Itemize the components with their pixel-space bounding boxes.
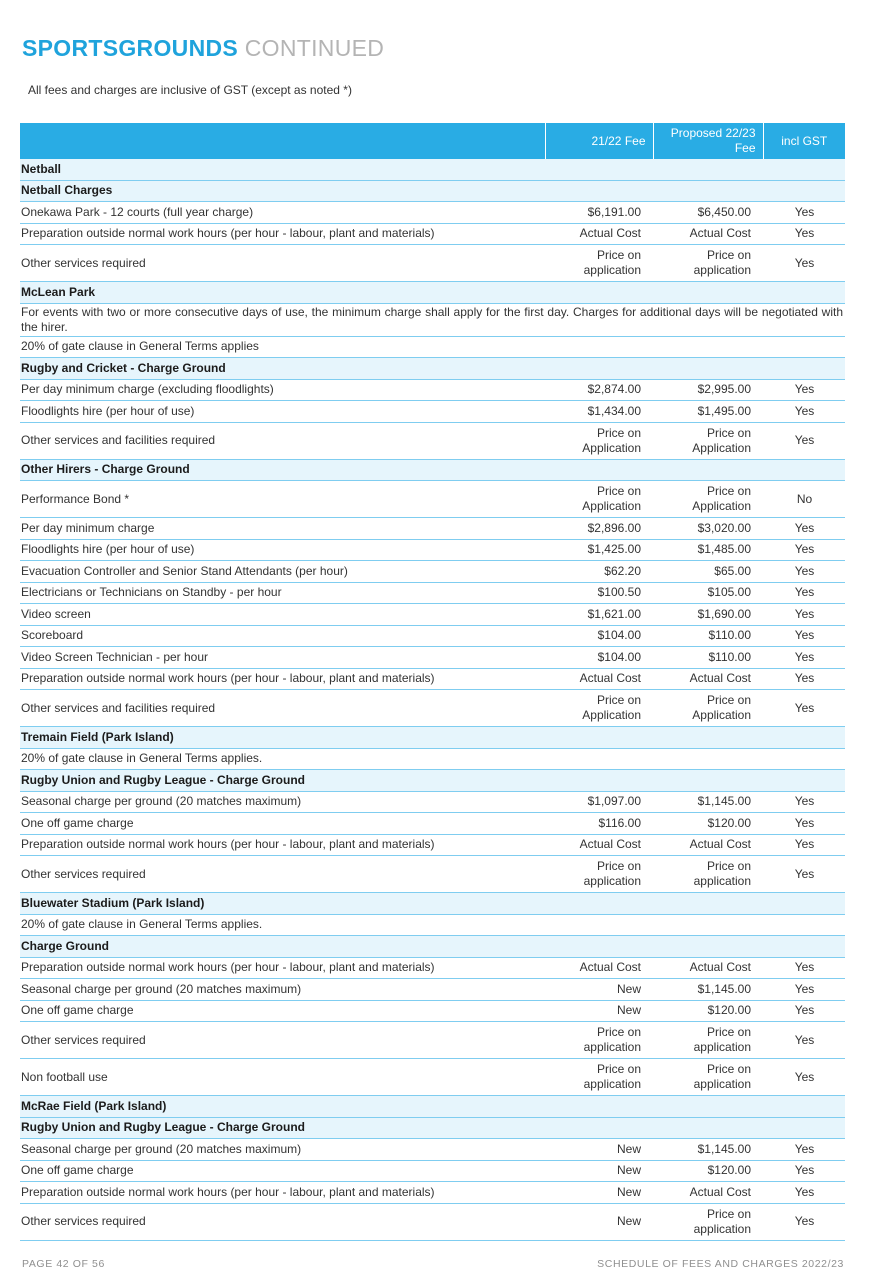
table-row <box>20 518 845 540</box>
proposed-fee: Actual Cost <box>653 834 763 856</box>
current-fee: $2,896.00 <box>545 518 653 540</box>
proposed-fee: Actual Cost <box>653 957 763 979</box>
page-number: PAGE 42 OF 56 <box>22 1258 105 1270</box>
subsection-title: Charge Ground <box>20 936 845 958</box>
current-fee: Price on Application <box>545 422 653 459</box>
note-row <box>20 748 845 770</box>
table-row <box>20 379 845 401</box>
proposed-fee: $1,495.00 <box>653 401 763 423</box>
page-title <box>22 34 384 62</box>
table-row <box>20 422 845 459</box>
incl-gst: Yes <box>763 1022 845 1059</box>
incl-gst: Yes <box>763 690 845 727</box>
proposed-fee: $105.00 <box>653 582 763 604</box>
incl-gst: Yes <box>763 245 845 282</box>
current-fee: $6,191.00 <box>545 202 653 224</box>
incl-gst: Yes <box>763 401 845 423</box>
incl-gst: Yes <box>763 582 845 604</box>
proposed-fee: $120.00 <box>653 1000 763 1022</box>
proposed-fee: $110.00 <box>653 647 763 669</box>
incl-gst: Yes <box>763 1160 845 1182</box>
item-description: Seasonal charge per ground (20 matches maximum) <box>20 791 545 813</box>
subsection-title: Rugby Union and Rugby League - Charge Ground <box>20 770 845 792</box>
note-row <box>20 336 845 358</box>
section-title: Tremain Field (Park Island) <box>20 727 845 749</box>
note-row <box>20 303 845 336</box>
incl-gst: No <box>763 481 845 518</box>
incl-gst: Yes <box>763 379 845 401</box>
table-row <box>20 1022 845 1059</box>
item-description: One off game charge <box>20 1160 545 1182</box>
current-fee: $104.00 <box>545 647 653 669</box>
table-row <box>20 979 845 1001</box>
section-title: Bluewater Stadium (Park Island) <box>20 893 845 915</box>
table-row <box>20 690 845 727</box>
page-title-light: CONTINUED <box>244 35 385 61</box>
subsection-title: Rugby and Cricket - Charge Ground <box>20 358 845 380</box>
proposed-fee: $1,145.00 <box>653 1139 763 1161</box>
incl-gst: Yes <box>763 539 845 561</box>
item-description: Preparation outside normal work hours (per hour - labour, plant and materials) <box>20 668 545 690</box>
item-description: Other services required <box>20 1203 545 1240</box>
note-text: 20% of gate clause in General Terms applies <box>20 336 845 358</box>
table-row <box>20 245 845 282</box>
section-header-row <box>20 727 845 749</box>
column-header-current-fee: 21/22 Fee <box>545 123 653 159</box>
section-header-row <box>20 159 845 180</box>
item-description: Other services required <box>20 856 545 893</box>
subsection-header-row <box>20 1117 845 1139</box>
note-text: 20% of gate clause in General Terms applies. <box>20 748 845 770</box>
item-description: Preparation outside normal work hours (per hour - labour, plant and materials) <box>20 1182 545 1204</box>
current-fee: $1,621.00 <box>545 604 653 626</box>
item-description: Onekawa Park - 12 courts (full year charge) <box>20 202 545 224</box>
proposed-fee: $1,145.00 <box>653 791 763 813</box>
proposed-fee: Price on Application <box>653 481 763 518</box>
current-fee: $62.20 <box>545 561 653 583</box>
current-fee: $1,425.00 <box>545 539 653 561</box>
page-title-bold: SPORTSGROUNDS <box>22 35 239 61</box>
current-fee: Price on application <box>545 245 653 282</box>
item-description: Video screen <box>20 604 545 626</box>
item-description: Floodlights hire (per hour of use) <box>20 401 545 423</box>
note-text: For events with two or more consecutive days of use, the minimum charge shall apply for the first day. Charges for additional days will be negotiated with the hirer. <box>20 303 845 336</box>
gst-note: All fees and charges are inclusive of GST (except as noted *) <box>28 83 352 97</box>
section-header-row <box>20 1096 845 1118</box>
incl-gst: Yes <box>763 1203 845 1240</box>
table-row <box>20 1139 845 1161</box>
subsection-header-row <box>20 770 845 792</box>
proposed-fee: $2,995.00 <box>653 379 763 401</box>
item-description: Other services required <box>20 1022 545 1059</box>
current-fee: $1,434.00 <box>545 401 653 423</box>
current-fee: $2,874.00 <box>545 379 653 401</box>
incl-gst: Yes <box>763 813 845 835</box>
incl-gst: Yes <box>763 1000 845 1022</box>
table-row <box>20 1059 845 1096</box>
column-header-description <box>20 123 545 159</box>
current-fee: Actual Cost <box>545 668 653 690</box>
proposed-fee: $65.00 <box>653 561 763 583</box>
incl-gst: Yes <box>763 223 845 245</box>
table-row <box>20 401 845 423</box>
current-fee: $1,097.00 <box>545 791 653 813</box>
table-row <box>20 202 845 224</box>
item-description: Non football use <box>20 1059 545 1096</box>
incl-gst: Yes <box>763 979 845 1001</box>
table-row <box>20 1182 845 1204</box>
item-description: Video Screen Technician - per hour <box>20 647 545 669</box>
proposed-fee: Price on application <box>653 856 763 893</box>
section-title: Netball <box>20 159 845 180</box>
incl-gst: Yes <box>763 647 845 669</box>
table-row <box>20 813 845 835</box>
proposed-fee: $1,485.00 <box>653 539 763 561</box>
section-header-row <box>20 893 845 915</box>
proposed-fee: Actual Cost <box>653 1182 763 1204</box>
item-description: Scoreboard <box>20 625 545 647</box>
note-row <box>20 914 845 936</box>
proposed-fee: $1,690.00 <box>653 604 763 626</box>
proposed-fee: Price on application <box>653 1203 763 1240</box>
table-row <box>20 1000 845 1022</box>
proposed-fee: Price on application <box>653 1059 763 1096</box>
item-description: Preparation outside normal work hours (per hour - labour, plant and materials) <box>20 957 545 979</box>
current-fee: Price on application <box>545 856 653 893</box>
incl-gst: Yes <box>763 668 845 690</box>
document-title: SCHEDULE OF FEES AND CHARGES 2022/23 <box>597 1258 844 1270</box>
incl-gst: Yes <box>763 1182 845 1204</box>
item-description: Floodlights hire (per hour of use) <box>20 539 545 561</box>
incl-gst: Yes <box>763 625 845 647</box>
proposed-fee: $1,145.00 <box>653 979 763 1001</box>
column-header-proposed-fee: Proposed 22/23 Fee <box>653 123 763 159</box>
fees-table-body <box>20 159 845 1240</box>
item-description: One off game charge <box>20 1000 545 1022</box>
note-text: 20% of gate clause in General Terms applies. <box>20 914 845 936</box>
incl-gst: Yes <box>763 202 845 224</box>
incl-gst: Yes <box>763 604 845 626</box>
current-fee: $100.50 <box>545 582 653 604</box>
subsection-header-row <box>20 936 845 958</box>
column-header-incl-gst: incl GST <box>763 123 845 159</box>
item-description: Seasonal charge per ground (20 matches maximum) <box>20 979 545 1001</box>
item-description: Other services required <box>20 245 545 282</box>
fees-table <box>20 123 845 1241</box>
current-fee: Price on Application <box>545 481 653 518</box>
table-row <box>20 957 845 979</box>
current-fee: New <box>545 1203 653 1240</box>
table-row <box>20 668 845 690</box>
item-description: Per day minimum charge (excluding floodlights) <box>20 379 545 401</box>
proposed-fee: Price on Application <box>653 422 763 459</box>
subsection-header-row <box>20 358 845 380</box>
item-description: Evacuation Controller and Senior Stand Attendants (per hour) <box>20 561 545 583</box>
item-description: Preparation outside normal work hours (per hour - labour, plant and materials) <box>20 223 545 245</box>
proposed-fee: $6,450.00 <box>653 202 763 224</box>
proposed-fee: $120.00 <box>653 813 763 835</box>
proposed-fee: Actual Cost <box>653 668 763 690</box>
item-description: Electricians or Technicians on Standby - per hour <box>20 582 545 604</box>
incl-gst: Yes <box>763 834 845 856</box>
incl-gst: Yes <box>763 1059 845 1096</box>
table-row <box>20 561 845 583</box>
subsection-title: Rugby Union and Rugby League - Charge Ground <box>20 1117 845 1139</box>
table-row <box>20 604 845 626</box>
current-fee: New <box>545 979 653 1001</box>
current-fee: Actual Cost <box>545 834 653 856</box>
current-fee: Price on Application <box>545 690 653 727</box>
table-row <box>20 834 845 856</box>
incl-gst: Yes <box>763 422 845 459</box>
subsection-header-row <box>20 180 845 202</box>
item-description: Performance Bond * <box>20 481 545 518</box>
proposed-fee: Actual Cost <box>653 223 763 245</box>
proposed-fee: Price on Application <box>653 690 763 727</box>
incl-gst: Yes <box>763 856 845 893</box>
item-description: Other services and facilities required <box>20 690 545 727</box>
subsection-title: Other Hirers - Charge Ground <box>20 459 845 481</box>
current-fee: $116.00 <box>545 813 653 835</box>
table-row <box>20 625 845 647</box>
current-fee: Price on application <box>545 1059 653 1096</box>
table-row <box>20 582 845 604</box>
current-fee: New <box>545 1000 653 1022</box>
item-description: Other services and facilities required <box>20 422 545 459</box>
current-fee: Actual Cost <box>545 223 653 245</box>
item-description: Preparation outside normal work hours (per hour - labour, plant and materials) <box>20 834 545 856</box>
table-header-row <box>20 123 845 159</box>
incl-gst: Yes <box>763 518 845 540</box>
current-fee: $104.00 <box>545 625 653 647</box>
table-row <box>20 647 845 669</box>
item-description: Per day minimum charge <box>20 518 545 540</box>
current-fee: New <box>545 1182 653 1204</box>
current-fee: Price on application <box>545 1022 653 1059</box>
incl-gst: Yes <box>763 561 845 583</box>
subsection-title: Netball Charges <box>20 180 845 202</box>
proposed-fee: Price on application <box>653 1022 763 1059</box>
current-fee: New <box>545 1160 653 1182</box>
table-row <box>20 539 845 561</box>
item-description: One off game charge <box>20 813 545 835</box>
incl-gst: Yes <box>763 957 845 979</box>
section-title: McRae Field (Park Island) <box>20 1096 845 1118</box>
table-row <box>20 856 845 893</box>
proposed-fee: $120.00 <box>653 1160 763 1182</box>
current-fee: New <box>545 1139 653 1161</box>
incl-gst: Yes <box>763 1139 845 1161</box>
item-description: Seasonal charge per ground (20 matches maximum) <box>20 1139 545 1161</box>
subsection-header-row <box>20 459 845 481</box>
incl-gst: Yes <box>763 791 845 813</box>
table-row <box>20 1160 845 1182</box>
table-row <box>20 481 845 518</box>
table-row <box>20 223 845 245</box>
table-row <box>20 1203 845 1240</box>
proposed-fee: $3,020.00 <box>653 518 763 540</box>
proposed-fee: Price on application <box>653 245 763 282</box>
section-title: McLean Park <box>20 282 845 304</box>
proposed-fee: $110.00 <box>653 625 763 647</box>
current-fee: Actual Cost <box>545 957 653 979</box>
table-row <box>20 791 845 813</box>
section-header-row <box>20 282 845 304</box>
